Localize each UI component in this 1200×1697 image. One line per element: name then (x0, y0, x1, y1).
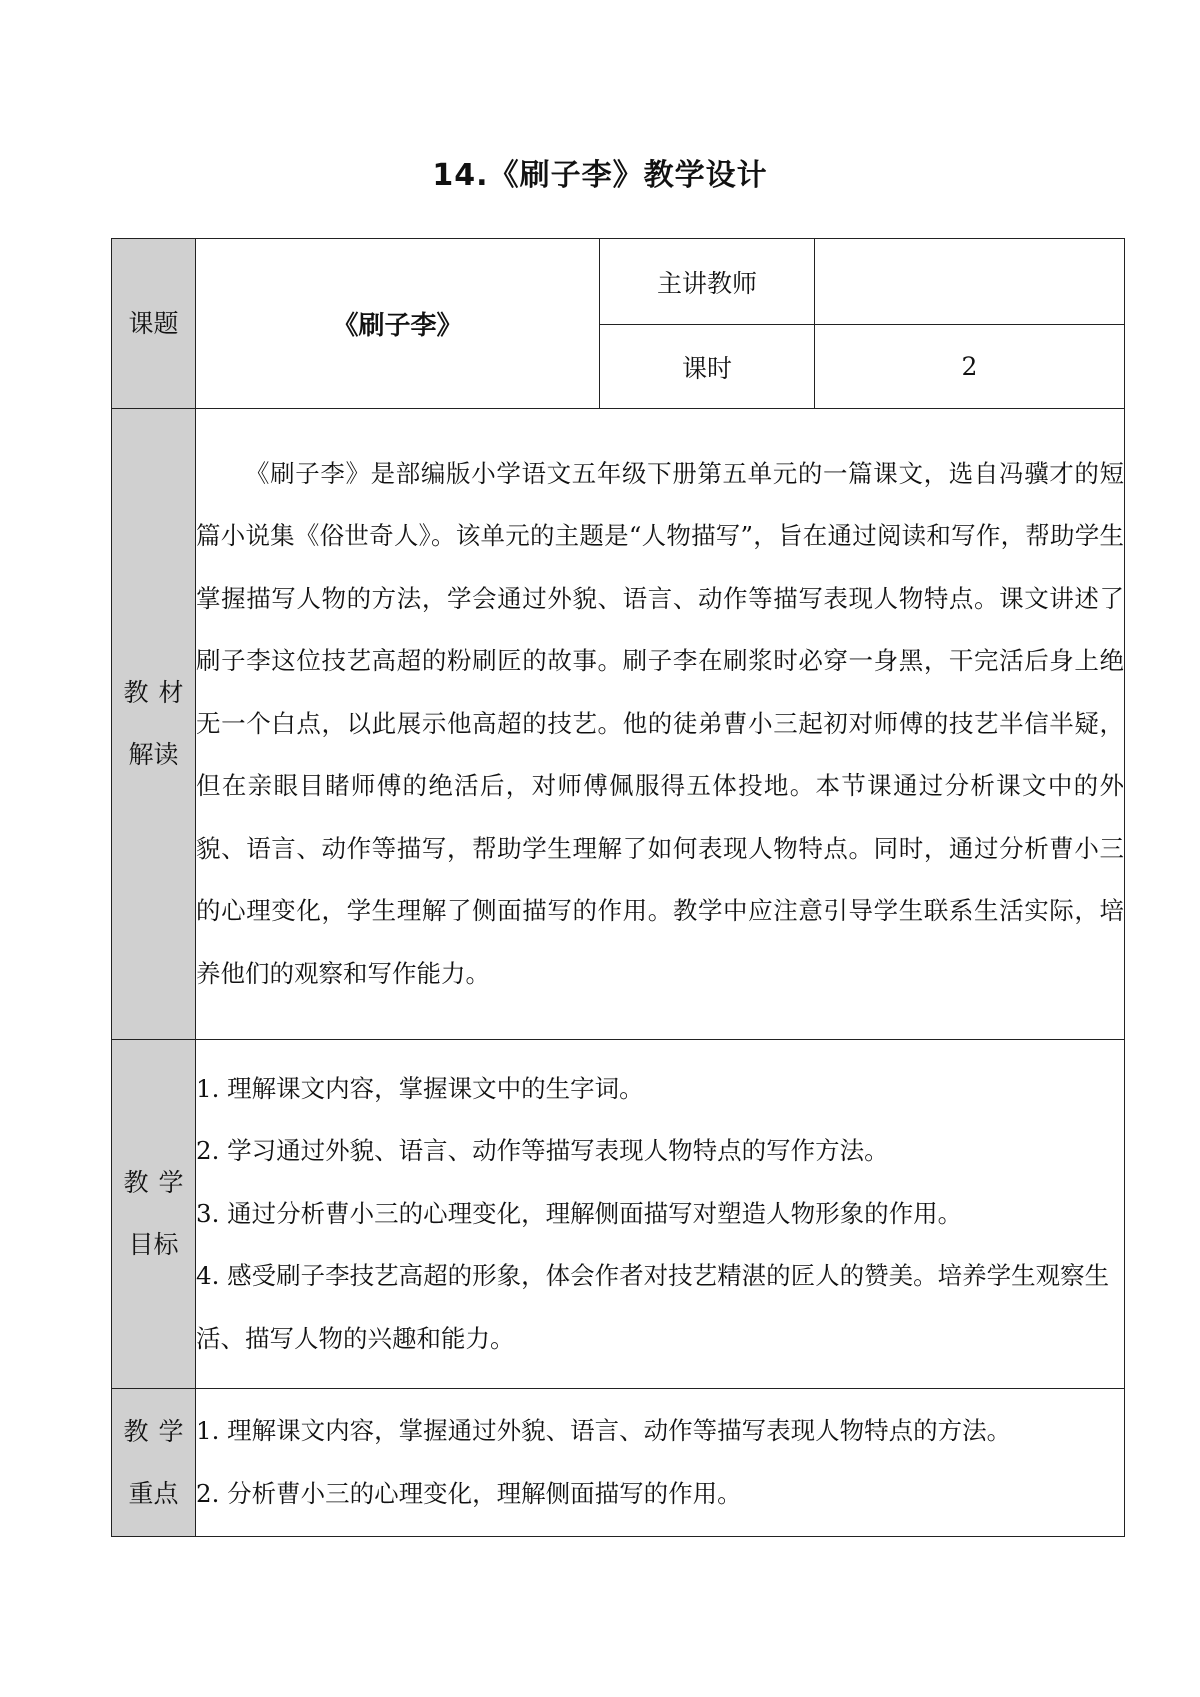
key-points-row (112, 1389, 1125, 1537)
key-points-label-line1: 教学 (123, 1416, 184, 1446)
analysis-text: 《刷子李》是部编版小学语文五年级下册第五单元的一篇课文，选自冯骥才的短篇小说集《俗世奇人》。该单元的主题是“人物描写”，旨在通过阅读和写作，帮助学生掌握描写人物的方法，学会通过外貌、语言、动作等描写表现人物特点。课文讲述了刷子李这位技艺高超的粉刷匠的故事。刷子李在刷浆时必穿一身黑，干完活后身上绝无一个白点，以此展示他高超的技艺。他的徒弟曹小三起初对师傅的技艺半信半疑，但在亲眼目睹师傅的绝活后，对师傅佩服得五体投地。本节课通过分析课文中的外貌、语言、动作等描写，帮助学生理解了如何表现人物特点。同时，通过分析曹小三的心理变化，学生理解了侧面描写的作用。教学中应注意引导学生联系生活实际，培养他们的观察和写作能力。 (196, 458, 1124, 988)
lesson-plan-table (111, 238, 1125, 1537)
hours-label-cell (600, 325, 815, 409)
goals-row (112, 1040, 1125, 1389)
goal-item: 3. 通过分析曹小三的心理变化，理解侧面描写对塑造人物形象的作用。 (196, 1198, 963, 1228)
analysis-label-line2: 解读 (128, 740, 179, 769)
teacher-label: 主讲教师 (656, 268, 757, 298)
analysis-label-cell (112, 409, 196, 1040)
analysis-label-line1: 教材 (123, 678, 184, 707)
key-points-label-cell (112, 1389, 196, 1537)
analysis-row (112, 409, 1125, 1040)
teacher-value-cell (815, 239, 1125, 325)
hours-label: 课时 (681, 353, 732, 383)
teacher-label-cell (600, 239, 815, 325)
goals-label-cell (112, 1040, 196, 1389)
key-point-item: 1. 理解课文内容，掌握通过外貌、语言、动作等描写表现人物特点的方法。 (196, 1416, 1012, 1445)
key-points-label-line2: 重点 (128, 1478, 179, 1508)
topic-label: 课题 (128, 308, 179, 338)
goals-label-line2: 目标 (128, 1230, 179, 1259)
topic-value: 《刷子李》 (332, 311, 463, 341)
goals-text-cell (196, 1040, 1125, 1389)
key-point-item: 2. 分析曹小三的心理变化，理解侧面描写的作用。 (196, 1478, 742, 1508)
analysis-text-cell (196, 409, 1125, 1040)
goals-label-line1: 教学 (123, 1168, 184, 1197)
hours-value-cell (815, 325, 1125, 409)
goal-item: 2. 学习通过外貌、语言、动作等描写表现人物特点的写作方法。 (196, 1136, 889, 1166)
topic-label-cell (112, 239, 196, 409)
goal-item: 1. 理解课文内容，掌握课文中的生字词。 (196, 1073, 644, 1103)
key-points-text-cell (196, 1389, 1125, 1537)
document-title: 14.《刷子李》教学设计 (432, 158, 768, 193)
hours-value: 2 (961, 352, 978, 381)
goal-item: 4. 感受刷子李技艺高超的形象，体会作者对技艺精湛的匠人的赞美。培养学生观察生活、描写人物的兴趣和能力。 (196, 1261, 1110, 1353)
topic-row (112, 239, 1125, 325)
topic-value-cell (196, 239, 600, 409)
